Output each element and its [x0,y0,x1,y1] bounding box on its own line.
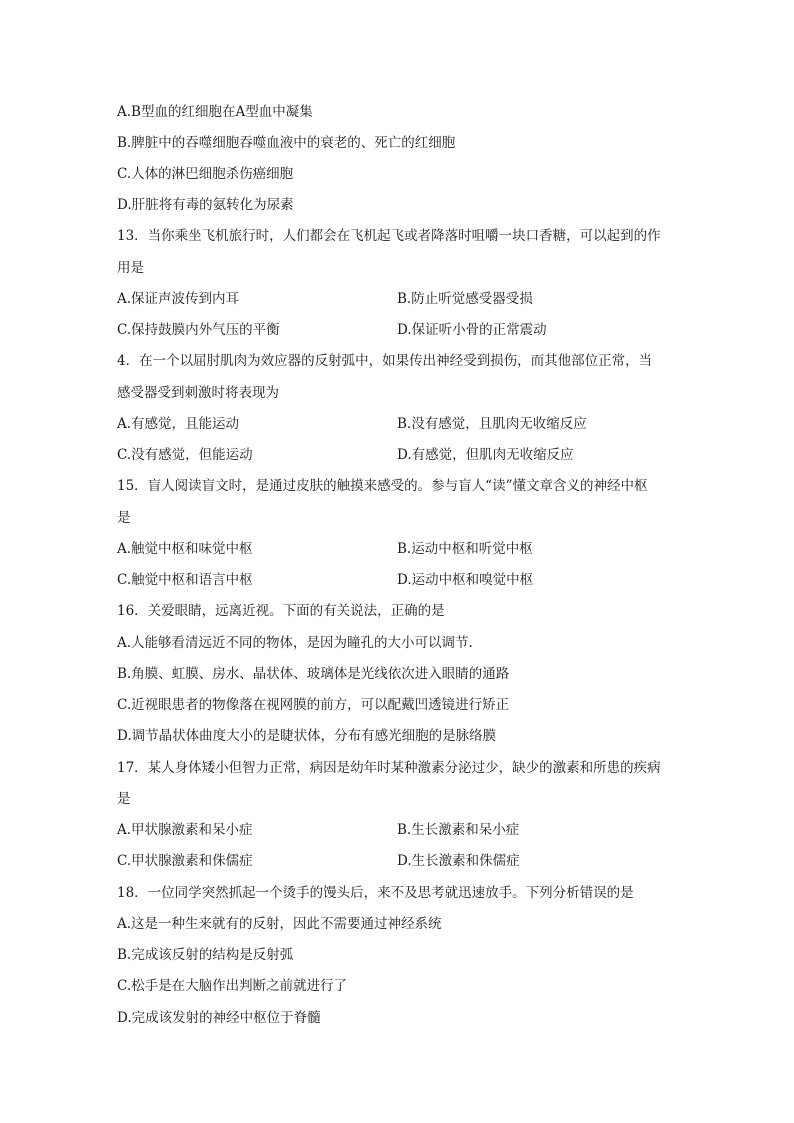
q13-option-a: A.保证声波传到内耳 [117,291,240,307]
q15-option-c: C.触觉中枢和语言中枢 [117,572,253,588]
q12-option-c: C.人体的淋巴细胞杀伤癌细胞 [117,166,294,182]
q17-option-c: C.甲状腺激素和侏儒症 [117,853,253,869]
q13-option-b: B.防止听觉感受器受损 [397,291,533,307]
q14-option-c: C.没有感觉，但能运动 [117,447,253,463]
q16-stem: 16．关爱眼睛，远离近视。下面的有关说法，正确的是 [117,603,445,619]
q12-option-a: A.B型血的红细胞在A型血中凝集 [117,104,313,120]
q16-option-b: B.角膜、虹膜、房水、晶状体、玻璃体是光线依次进入眼睛的通路 [117,666,510,682]
q15-option-b: B.运动中枢和听觉中枢 [397,541,533,557]
q16-option-d: D.调节晶状体曲度大小的是睫状体，分布有感光细胞的是脉络膜 [117,728,497,744]
q18-stem: 18．一位同学突然抓起一个烫手的馒头后，来不及思考就迅速放手。下列分析错误的是 [117,885,634,901]
q13-option-c: C.保持鼓膜内外气压的平衡 [117,322,280,338]
q16-option-c: C.近视眼患者的物像落在视网膜的前方，可以配戴凹透镜进行矫正 [117,697,510,713]
q12-option-d: D.肝脏将有毒的氨转化为尿素 [117,197,294,213]
q18-option-c: C.松手是在大脑作出判断之前就进行了 [117,978,348,994]
q18-option-b: B.完成该反射的结构是反射弧 [117,947,294,963]
q17-option-b: B.生长激素和呆小症 [397,822,520,838]
q18-option-a: A.这是一种生来就有的反射，因此不需要通过神经系统 [117,916,442,932]
q13-stem-line2: 用是 [117,260,144,276]
q17-option-d: D.生长激素和侏儒症 [397,853,520,869]
q14-stem-line1: 4．在一个以屈肘肌肉为效应器的反射弧中，如果传出神经受到损伤，而其他部位正常，当 [117,353,653,369]
q18-option-d: D.完成该发射的神经中枢位于脊髓 [117,1010,321,1026]
q13-stem-line1: 13．当你乘坐飞机旅行时，人们都会在飞机起飞或者降落时咀嚼一块口香糖，可以起到的作 [117,228,661,244]
q17-stem-line2: 是 [117,791,131,807]
q15-stem-line1: 15．盲人阅读盲文时，是通过皮肤的触摸来感受的。参与盲人“读”懂文章含义的神经中枢 [117,478,648,494]
q13-option-d: D.保证听小骨的正常震动 [397,322,547,338]
q14-option-d: D.有感觉，但肌肉无收缩反应 [397,447,574,463]
q14-option-b: B.没有感觉，且肌肉无收缩反应 [397,416,587,432]
q14-stem-line2: 感受器受到刺激时将表现为 [117,385,279,401]
q15-option-d: D.运动中枢和嗅觉中枢 [397,572,534,588]
q17-stem-line1: 17．某人身体矮小但智力正常，病因是幼年时某种激素分泌过少，缺少的激素和所患的疾病 [117,760,661,776]
q14-option-a: A.有感觉，且能运动 [117,416,240,432]
q15-option-a: A.触觉中枢和味觉中枢 [117,541,253,557]
q12-option-b: B.脾脏中的吞噬细胞吞噬血液中的衰老的、死亡的红细胞 [117,135,456,151]
q16-option-a: A.人能够看清远近不同的物体，是因为瞳孔的大小可以调节. [117,635,473,651]
q15-stem-line2: 是 [117,510,131,526]
q17-option-a: A.甲状腺激素和呆小症 [117,822,253,838]
